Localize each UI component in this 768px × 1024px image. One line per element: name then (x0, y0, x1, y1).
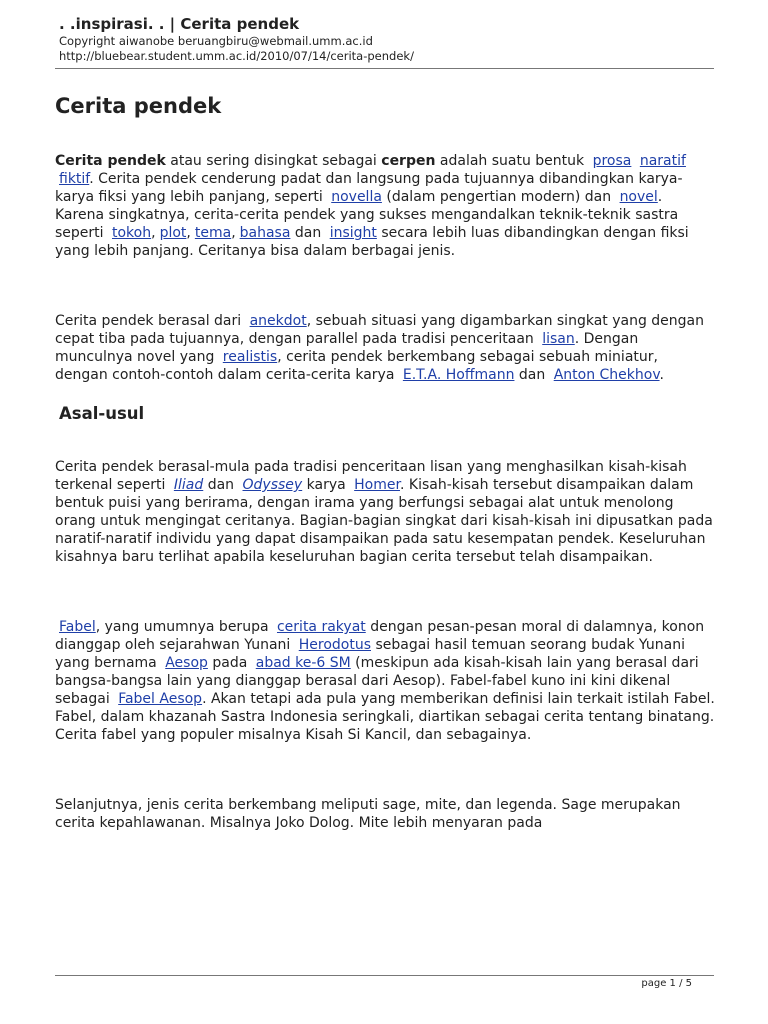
link-aesop[interactable]: Aesop (165, 655, 208, 671)
text: Cerita pendek berasal dari (55, 313, 246, 329)
text: . Cerita pendek cenderung padat dan langsung pada tujuannya dibandingkan karya-karya fiksi yang lebih panjang, seperti (55, 171, 683, 205)
text: dengan pesan-pesan moral di dalamnya, konon dianggap oleh sejarahwan Yunani (55, 619, 705, 653)
term-cerita-pendek: Cerita pendek (55, 153, 166, 169)
header-copyright: Copyright aiwanobe beruangbiru@webmail.umm.ac.id (59, 34, 373, 48)
page-number: page 1 / 5 (641, 978, 692, 989)
link-insight[interactable]: insight (329, 225, 377, 241)
header-url: http://bluebear.student.umm.ac.id/2010/07/14/cerita-pendek/ (59, 49, 414, 63)
link-novella[interactable]: novella (331, 189, 382, 205)
text: , cerita pendek berkembang sebagai sebuah miniatur, dengan contoh-contoh dalam cerita-cerita karya (55, 349, 658, 383)
text: . Karena singkatnya, cerita-cerita pendek yang sukses mengandalkan teknik-teknik sastra seperti (55, 189, 679, 241)
text: , (151, 225, 156, 241)
link-cerita-rakyat[interactable]: cerita rakyat (276, 619, 366, 635)
link-iliad[interactable]: Iliad (173, 477, 204, 493)
text: dan (290, 225, 326, 241)
header-title: . .inspirasi. . | Cerita pendek (59, 15, 300, 33)
link-realistis[interactable]: realistis (222, 349, 278, 365)
article-body (55, 84, 715, 832)
link-bahasa[interactable]: bahasa (239, 225, 291, 241)
header-divider (55, 68, 714, 69)
text: . Akan tetapi ada pula yang memberikan definisi lain terkait istilah Fabel. Fabel, dalam khazanah Sastra Indonesia seringkali, diartikan sebagai cerita tentang binatang. Cerita fabel yang populer misalnya Kisah Si Kancil, dan sebagainya. (55, 691, 715, 743)
paragraph-oral-tradition (55, 458, 715, 566)
text: , (231, 225, 236, 241)
text: sebagai hasil temuan seorang budak Yunani yang bernama (55, 637, 685, 671)
link-fabel-aesop[interactable]: Fabel Aesop (118, 691, 203, 707)
page-header (59, 14, 719, 64)
text: dan (514, 367, 550, 383)
link-odyssey[interactable]: Odyssey (242, 477, 303, 493)
link-anekdot[interactable]: anekdot (249, 313, 307, 329)
footer-divider (55, 975, 714, 976)
article-title: Cerita pendek (55, 94, 222, 118)
link-herodotus[interactable]: Herodotus (298, 637, 371, 653)
text: adalah suatu bentuk (435, 153, 589, 169)
text: . (659, 367, 664, 383)
text: secara lebih luas dibandingkan dengan fiksi yang lebih panjang. Ceritanya bisa dalam berbagai jenis. (55, 225, 689, 259)
link-eta-hoffmann[interactable]: E.T.A. Hoffmann (402, 367, 515, 383)
text: , (186, 225, 191, 241)
text: (dalam pengertian modern) dan (381, 189, 616, 205)
link-plot[interactable]: plot (159, 225, 187, 241)
link-novel[interactable]: novel (619, 189, 658, 205)
paragraph-genres: Selanjutnya, jenis cerita berkembang meliputi sage, mite, dan legenda. Sage merupakan cerita kepahlawanan. Misalnya Joko Dolog. Mite lebih menyaran pada (55, 797, 681, 831)
paragraph-intro (55, 152, 715, 260)
text: karya (302, 477, 351, 493)
link-abad-ke-6-sm[interactable]: abad ke-6 SM (255, 655, 351, 671)
text: Cerita pendek berasal-mula pada tradisi penceritaan lisan yang menghasilkan kisah-kisah terkenal seperti (55, 459, 687, 493)
link-naratif[interactable]: naratif (639, 153, 686, 169)
link-fabel[interactable]: Fabel (59, 619, 96, 635)
link-tokoh[interactable]: tokoh (112, 225, 152, 241)
paragraph-origin (55, 312, 715, 384)
link-homer[interactable]: Homer (354, 477, 400, 493)
text: . Kisah-kisah tersebut disampaikan dalam bentuk puisi yang berirama, dengan irama yang berfungsi sebagai alat untuk menolong orang untuk mengingat ceritanya. Bagian-bagian singkat dari kisah-kisah ini dipusatkan pada naratif-naratif individu yang dapat disampaikan pada satu kesempatan pendek. Keseluruhan kisahnya baru terlihat apabila keseluruhan bagian cerita tersebut telah disampaikan. (55, 477, 713, 565)
text: (meskipun ada kisah-kisah lain yang berasal dari bangsa-bangsa lain yang dianggap berasal dari Aesop). Fabel-fabel kuno ini kini dikenal sebagai (55, 655, 699, 707)
link-lisan[interactable]: lisan (542, 331, 575, 347)
paragraph-fable (55, 618, 715, 744)
text: atau sering disingkat sebagai (165, 153, 382, 169)
term-cerpen: cerpen (381, 153, 436, 169)
text: pada (207, 655, 252, 671)
link-tema[interactable]: tema (194, 225, 232, 241)
text: . Dengan munculnya novel yang (55, 331, 639, 365)
text: , yang umumnya berupa (95, 619, 273, 635)
link-prosa[interactable]: prosa (592, 153, 632, 169)
section-title-asal-usul: Asal-usul (59, 404, 145, 423)
link-fiktif[interactable]: fiktif (59, 171, 90, 187)
text: , sebuah situasi yang digambarkan singkat yang dengan cepat tiba pada tujuannya, dengan parallel pada tradisi penceritaan (55, 313, 704, 347)
link-anton-chekhov[interactable]: Anton Chekhov (553, 367, 660, 383)
text: dan (203, 477, 239, 493)
